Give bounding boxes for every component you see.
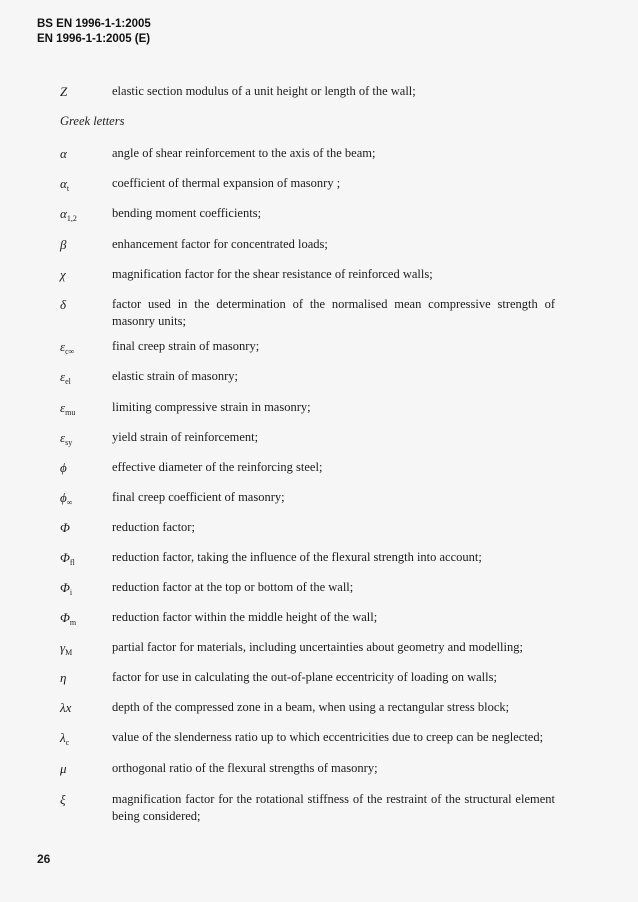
symbol: Φ: [60, 520, 70, 535]
symbol: $\lambda_c$: [60, 730, 70, 747]
symbol-description: bending moment coefficients;: [112, 206, 262, 220]
symbol-description: factor used in the determination of the normalised mean compressive strength of masonry units;: [112, 297, 555, 328]
symbol: $\varepsilon_{c\infty}$: [60, 339, 75, 356]
symbol: ϕ: [60, 460, 67, 475]
symbol: $\varepsilon_{el}$: [60, 369, 71, 386]
standard-code-bs: BS EN 1996-1-1:2005: [37, 18, 151, 30]
symbol: $\varepsilon_{sy}$: [60, 430, 73, 447]
symbol-description: reduction factor;: [112, 520, 195, 534]
greek-letters-heading: Greek letters: [60, 114, 125, 128]
symbol: β: [60, 237, 67, 252]
symbol: $\Phi_i$: [60, 580, 73, 597]
symbol-description: enhancement factor for concentrated loads;: [112, 237, 328, 251]
symbol-description: reduction factor at the top or bottom of the wall;: [112, 580, 354, 594]
symbol-description: partial factor for materials, including uncertainties about geometry and modelling;: [112, 640, 523, 654]
symbol: ξ: [60, 792, 66, 807]
symbol: $\phi_\infty$: [60, 490, 73, 507]
symbol-description: yield strain of reinforcement;: [112, 430, 259, 444]
symbol: δ: [60, 297, 67, 312]
symbol-description: final creep strain of masonry;: [112, 339, 260, 353]
symbol: α: [60, 146, 67, 161]
symbol: $\varepsilon_{mu}$: [60, 400, 76, 417]
symbol-description: reduction factor, taking the influence of the flexural strength into account;: [112, 550, 482, 564]
symbol-description: elastic strain of masonry;: [112, 369, 239, 383]
symbol-description: magnification factor for the shear resistance of reinforced walls;: [112, 267, 433, 281]
symbol-description: magnification factor for the rotational stiffness of the restraint of the structural element being considered;: [112, 792, 555, 823]
symbol-description: reduction factor within the middle height of the wall;: [112, 610, 378, 624]
symbol-description: depth of the compressed zone in a beam, when using a rectangular stress block;: [112, 700, 510, 714]
symbol: λx: [60, 700, 72, 715]
symbol: η: [60, 670, 67, 685]
symbol: $\alpha_{1,2}$: [60, 206, 77, 223]
symbol: $\gamma_M$: [60, 640, 73, 657]
page-number: 26: [37, 852, 51, 866]
symbol-description: elastic section modulus of a unit height or length of the wall;: [112, 84, 416, 98]
document-header: [37, 17, 151, 47]
symbol: $\alpha_t$: [60, 176, 70, 193]
symbol: μ: [60, 761, 67, 776]
symbol-description: limiting compressive strain in masonry;: [112, 400, 311, 414]
symbol-description: final creep coefficient of masonry;: [112, 490, 285, 504]
symbol-description: value of the slenderness ratio up to which eccentricities due to creep can be neglected;: [112, 730, 544, 744]
symbol: Z: [60, 84, 68, 99]
symbol-description: factor for use in calculating the out-of-plane eccentricity of loading on walls;: [112, 670, 497, 684]
symbol-description: orthogonal ratio of the flexural strengths of masonry;: [112, 761, 378, 775]
symbol-description: effective diameter of the reinforcing steel;: [112, 460, 323, 474]
symbol-description: angle of shear reinforcement to the axis of the beam;: [112, 146, 376, 160]
symbol: χ: [60, 267, 66, 282]
symbol-description: coefficient of thermal expansion of masonry ;: [112, 176, 341, 190]
symbol: $\Phi_m$: [60, 610, 77, 627]
symbol: $\Phi_{fl}$: [60, 550, 75, 567]
standard-code-en: EN 1996-1-1:2005 (E): [37, 33, 151, 45]
